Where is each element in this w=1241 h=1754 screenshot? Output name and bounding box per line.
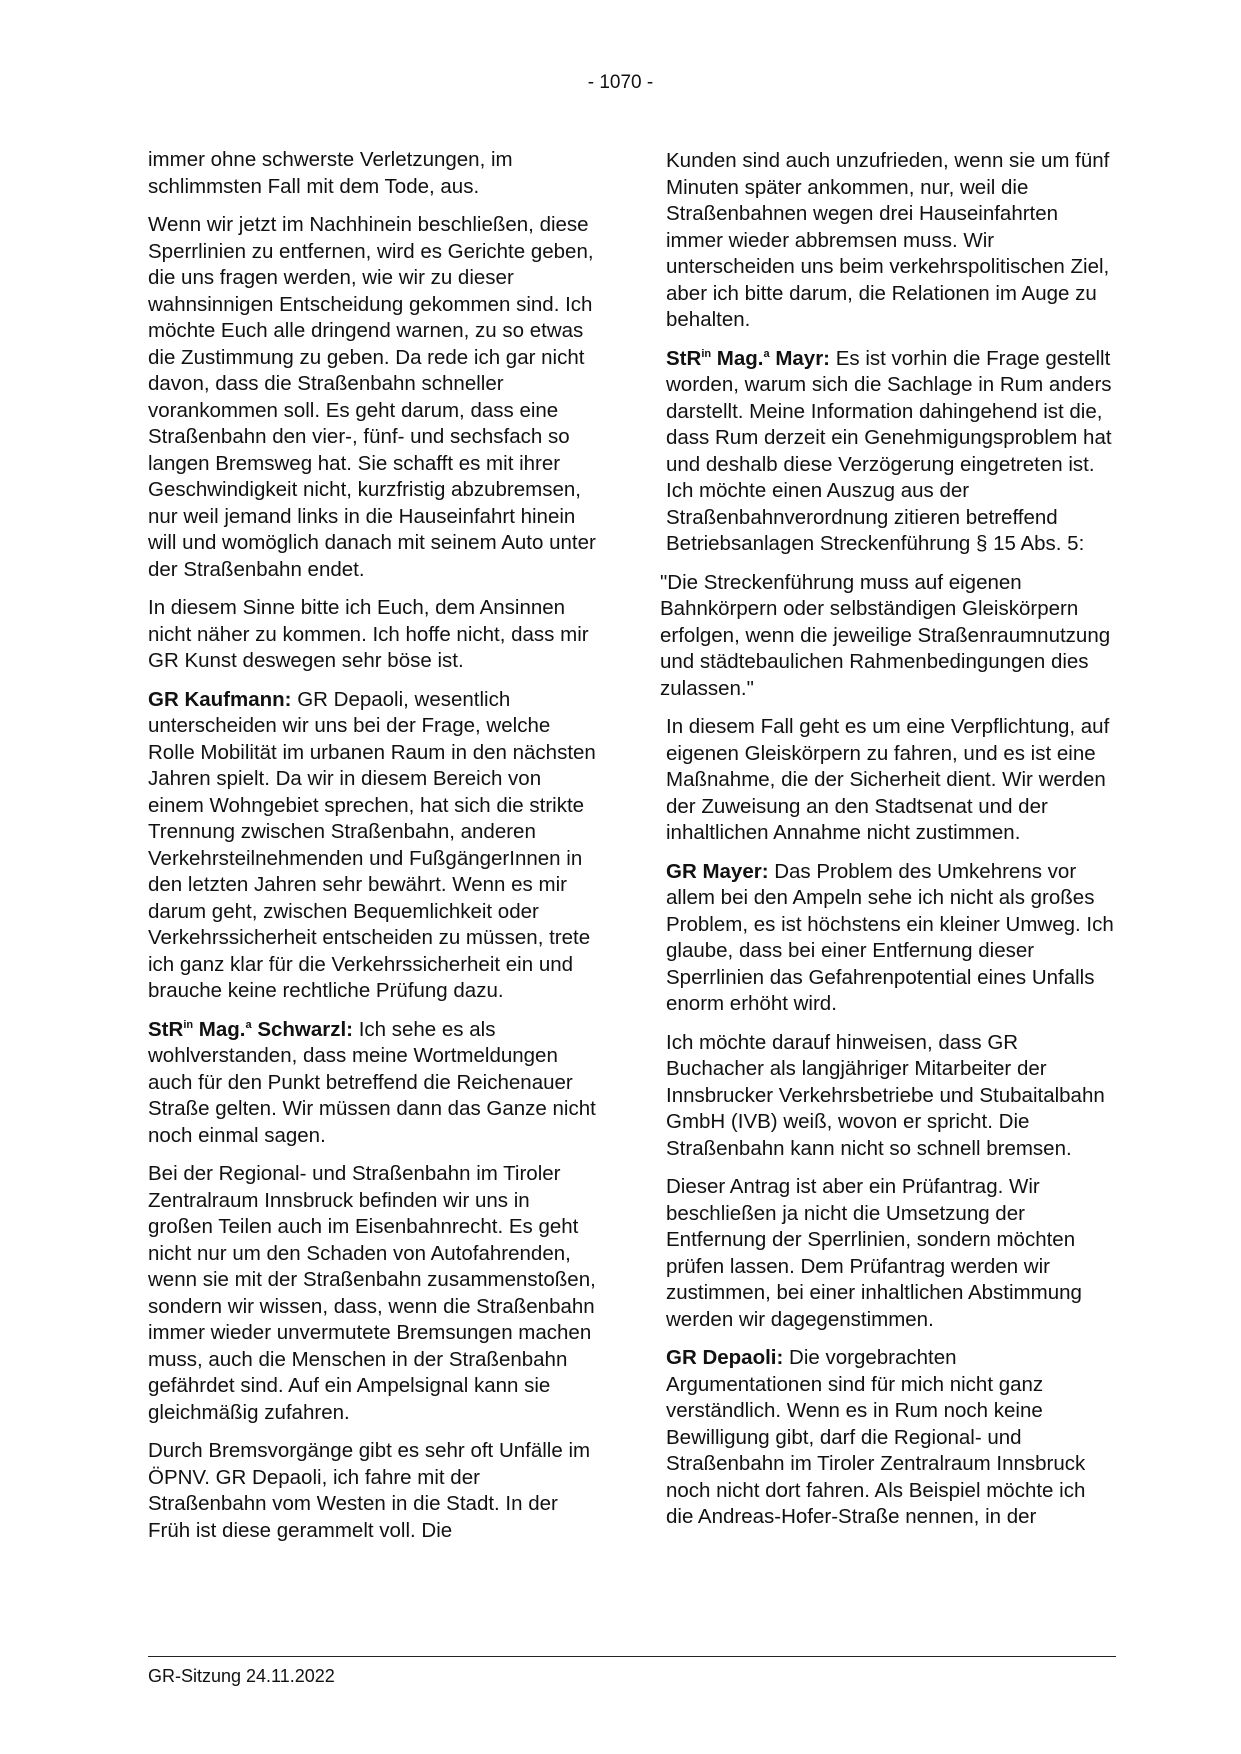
speaker-text: GR Mayer: [666, 859, 769, 883]
speaker-name [666, 1346, 783, 1369]
paragraph-text: Ich sehe es als wohlverstanden, dass meine Wortmeldungen auch für den Punkt betreffend die Reichenauer Straße gelten. Wir müssen dann das Ganze nicht noch einmal sagen. [148, 1017, 596, 1147]
speaker-name [666, 860, 769, 883]
speaker-superscript: in [183, 1018, 194, 1031]
paragraph [148, 1438, 598, 1544]
speaker-text: StR [666, 346, 702, 370]
paragraph-text: Bei der Regional- und Straßenbahn im Tiroler Zentralraum Innsbruck befinden wir uns in großen Teilen auch im Eisenbahnrecht. Es geht nicht nur um den Schaden von Autofahrenden, wenn sie mit der Straßenbahn zusammenstoßen, sondern wir wissen, dass, wenn die Straßenbahn immer wieder unvermutete Bremsungen machen muss, auch die Menschen in der Straßenbahn gefährdet sind. Auf ein Ampelsignal kann sie gleichmäßig zufahren. [148, 1162, 596, 1424]
page-number: - 1070 - [587, 72, 654, 93]
paragraph-text: Dieser Antrag ist aber ein Prüfantrag. Wir beschließen ja nicht die Umsetzung der Entfernung der Sperrlinien, sondern möchten prüfen lassen. Dem Prüfantrag werden wir zustimmen, bei einer inhaltlichen Abstimmung werden wir dagegenstimmen. [666, 1175, 1082, 1331]
speaker-text: Mag. [711, 346, 764, 370]
speaker-text: GR Depaoli: [666, 1346, 784, 1369]
speaker-name [666, 347, 830, 370]
paragraph-text: Kunden sind auch unzufrieden, wenn sie um fünf Minuten später ankommen, nur, weil die Straßenbahnen wegen drei Hauseinfahrten immer wieder abbremsen muss. Wir unterscheiden uns beim verkehrspolitischen Ziel, aber ich bitte darum, die Relationen im Auge zu behalten. [666, 149, 1110, 331]
paragraph [148, 1161, 598, 1426]
speaker-text: StR [148, 1017, 184, 1041]
paragraph-text: Durch Bremsvorgänge gibt es sehr oft Unfälle im ÖPNV. GR Depaoli, ich fahre mit der Straßenbahn vom Westen in die Stadt. In der Früh ist diese gerammelt voll. Die [148, 1439, 591, 1542]
paragraph-text: immer ohne schwerste Verletzungen, im schlimmsten Fall mit dem Tode, aus. [148, 148, 513, 198]
paragraph [666, 346, 1116, 558]
speaker-superscript: in [701, 347, 712, 360]
paragraph [666, 859, 1116, 1018]
paragraph [666, 1174, 1116, 1333]
paragraph [660, 570, 1116, 703]
speaker-superscript: a [245, 1018, 252, 1031]
paragraph-text: Ich möchte darauf hinweisen, dass GR Buchacher als langjähriger Mitarbeiter der Innsbrucker Verkehrsbetriebe und Stubaitalbahn GmbH (IVB) weiß, wovon er spricht. Die Straßenbahn kann nicht so schnell bremsen. [666, 1030, 1105, 1160]
paragraph [148, 687, 598, 1005]
speaker-superscript: a [763, 347, 770, 360]
speaker-text: Schwarzl: [251, 1017, 354, 1041]
paragraph-text: Wenn wir jetzt im Nachhinein beschließen, diese Sperrlinien zu entfernen, wird es Gerichte geben, die uns fragen werden, wie wir zu dieser wahnsinnigen Entscheidung gekommen sind. Ich möchte Euch alle dringend warnen, zu so etwas die Zustimmung zu geben. Da rede ich gar nicht davon, dass die Straßenbahn schneller vorankommen soll. Es geht darum, dass eine Straßenbahn den vier-, fünf- und sechsfach so langen Bremsweg hat. Sie schafft es mit ihrer Geschwindigkeit nicht, kurzfristig abzubremsen, nur weil jemand links in die Hauseinfahrt hinein will und womöglich danach mit seinem Auto unter der Straßenbahn endet. [148, 213, 596, 581]
paragraph [666, 148, 1116, 334]
speaker-text: GR Kaufmann: [148, 687, 292, 711]
paragraph [148, 212, 598, 583]
speaker-name [148, 688, 292, 711]
paragraph-text: Das Problem des Umkehrens vor allem bei den Ampeln sehe ich nicht als großes Problem, es ist höchstens ein kleiner Umweg. Ich glaube, dass bei einer Entfernung dieser Sperrlinien das Gefahrenpotential eines Unfalls enorm erhöht wird. [666, 859, 1114, 1015]
footer-session-date: GR-Sitzung 24.11.2022 [148, 1666, 335, 1686]
paragraph [666, 714, 1116, 847]
paragraph-text: GR Depaoli, wesentlich unterscheiden wir uns bei der Frage, welche Rolle Mobilität im urbanen Raum in den nächsten Jahren spielt. Da wir in diesem Bereich von einem Wohngebiet sprechen, hat sich die strikte Trennung zwischen Straßenbahn, anderen Verkehrsteilnehmenden und FußgängerInnen in den letzten Jahren sehr bewährt. Wenn es mir darum geht, zwischen Bequemlichkeit oder Verkehrssicherheit entscheiden zu müssen, trete ich ganz klar für die Verkehrssicherheit ein und brauche keine rechtliche Prüfung dazu. [148, 687, 596, 1002]
footer-divider [148, 1656, 1116, 1657]
paragraph [148, 147, 598, 200]
speaker-text: Mag. [193, 1017, 246, 1041]
right-column [660, 148, 1116, 1543]
paragraph-text: In diesem Sinne bitte ich Euch, dem Ansinnen nicht näher zu kommen. Ich hoffe nicht, dass mir GR Kunst deswegen sehr böse ist. [148, 596, 589, 672]
paragraph [148, 1017, 598, 1150]
paragraph [666, 1030, 1116, 1163]
paragraph [148, 595, 598, 675]
paragraph [666, 1345, 1116, 1531]
paragraph-text: In diesem Fall geht es um eine Verpflichtung, auf eigenen Gleiskörpern zu fahren, und es ist eine Maßnahme, die der Sicherheit dient. Wir werden der Zuweisung an den Stadtsenat und der inhaltlichen Annahme nicht zustimmen. [666, 715, 1110, 844]
paragraph-text: Es ist vorhin die Frage gestellt worden, warum sich die Sachlage in Rum anders darstellt. Meine Information dahingehend ist die, dass Rum derzeit ein Genehmigungsproblem hat und deshalb diese Verzögerung eingetreten ist. Ich möchte einen Auszug aus der Straßenbahnverordnung zitieren betreffend Betriebsanlagen Streckenführung § 15 Abs. 5: [666, 346, 1112, 555]
speaker-text: Mayr: [769, 346, 831, 370]
paragraph-text: Die vorgebrachten Argumentationen sind für mich nicht ganz verständlich. Wenn es in Rum noch keine Bewilligung gibt, darf die Regional- und Straßenbahn im Tiroler Zentralraum Innsbruck noch nicht dort fahren. Als Beispiel möchte ich die Andreas-Hofer-Straße nennen, in der [666, 1346, 1086, 1528]
paragraph-text: "Die Streckenführung muss auf eigenen Bahnkörpern oder selbständigen Gleiskörpern erfolgen, wenn die jeweilige Straßenraumnutzung und städtebaulichen Rahmenbedingungen dies zulassen." [660, 570, 1111, 700]
left-column [148, 147, 598, 1556]
speaker-name [148, 1018, 353, 1041]
